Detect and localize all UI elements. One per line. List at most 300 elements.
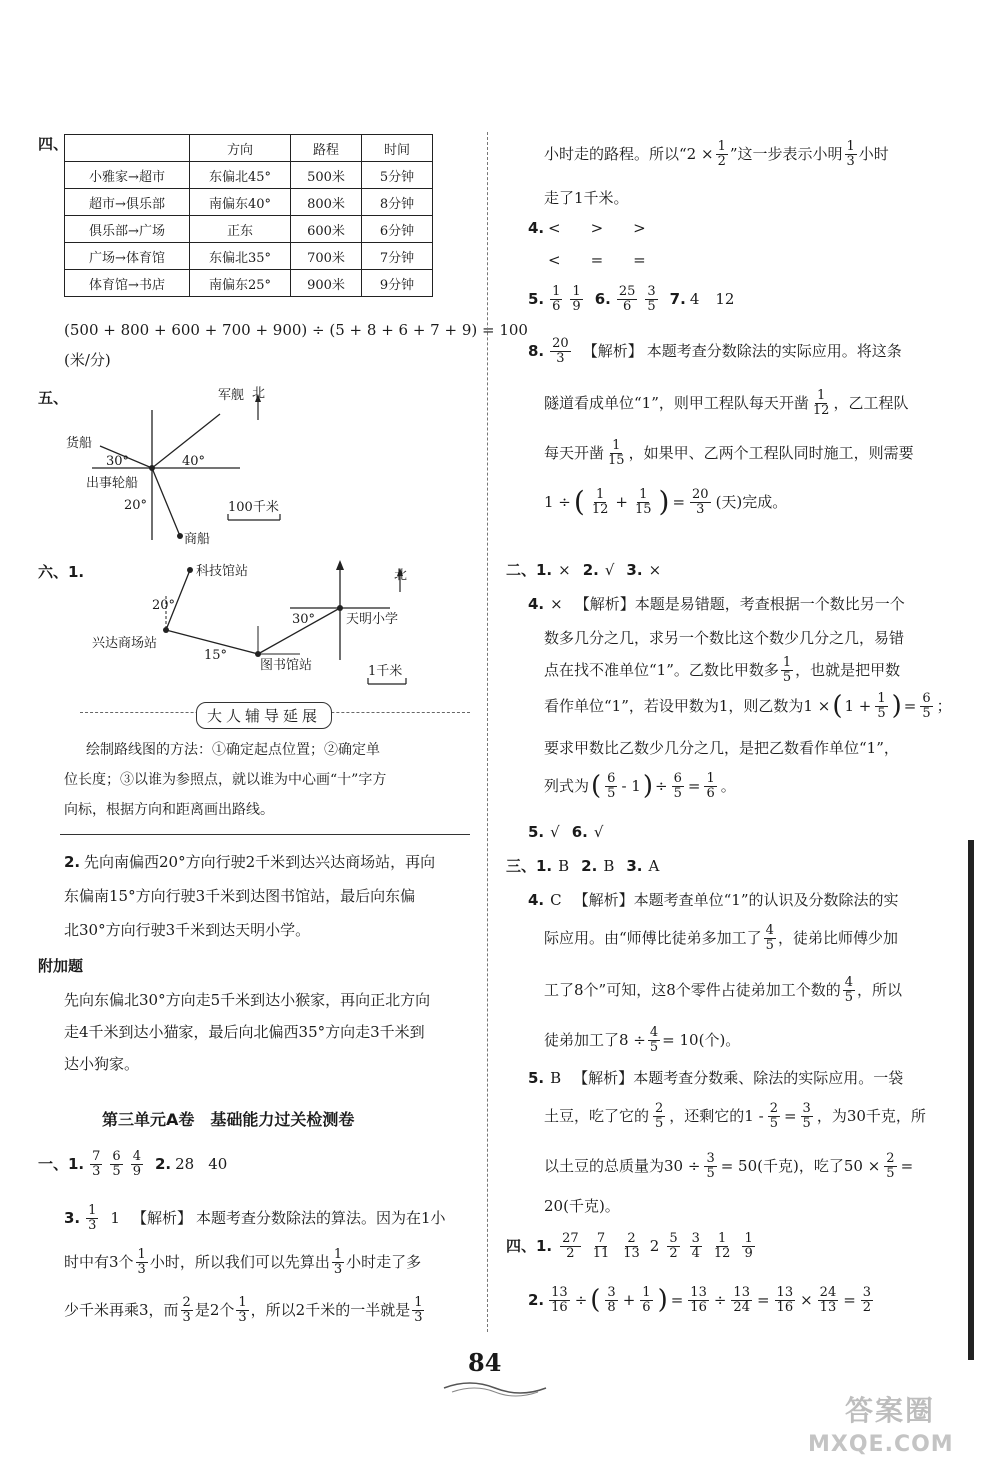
right-line xyxy=(544,766,736,806)
question-number: 5. xyxy=(528,823,545,841)
right-line xyxy=(544,1020,740,1060)
numerator: 2 xyxy=(886,1150,895,1166)
denominator: 5 xyxy=(673,785,682,801)
analysis-text: 走了1千米。 xyxy=(544,189,629,207)
answer-value: 28 xyxy=(175,1155,195,1173)
fraction xyxy=(884,1152,896,1181)
answer-value: B xyxy=(558,857,570,875)
answer-value: √ xyxy=(604,561,615,579)
right-s3q5-row xyxy=(528,1068,903,1088)
table-cell: 700米 xyxy=(291,243,362,270)
numerator: 4 xyxy=(844,974,854,990)
box-text: 绘制路线图的方法：①确定起点位置；②确定单 xyxy=(86,742,380,758)
numerator: 4 xyxy=(765,922,774,938)
analysis-text: ，徒弟比师傅少加 xyxy=(777,929,898,947)
table-header-cell: 方向 xyxy=(190,135,291,162)
unit-q1-row xyxy=(38,1146,227,1182)
right-line xyxy=(544,1096,926,1136)
analysis-text: ，乙工程队 xyxy=(833,394,909,412)
north-label: 北 xyxy=(394,568,408,583)
expression-text: - 1 xyxy=(621,777,641,795)
numerator: 1 xyxy=(238,1294,247,1310)
denominator: 3 xyxy=(88,1217,97,1233)
accident-ship-point xyxy=(149,465,155,471)
numerator: 25 xyxy=(618,283,636,299)
denominator: 11 xyxy=(592,1245,610,1261)
denominator: 6 xyxy=(552,298,561,314)
fraction xyxy=(704,1152,716,1181)
museum-point xyxy=(187,567,193,573)
numerator: 13 xyxy=(690,1284,707,1300)
expression-text: = xyxy=(672,493,686,511)
fraction xyxy=(550,337,571,366)
section-4-label: 四、 xyxy=(38,135,69,153)
question-number: 3. xyxy=(64,1209,81,1227)
question-number: 8. xyxy=(528,342,545,360)
denominator: 13 xyxy=(623,1245,640,1261)
numerator: 3 xyxy=(862,1284,872,1300)
table-cell: 500米 xyxy=(291,162,362,189)
table-header-cell: 路程 xyxy=(291,135,362,162)
fraction xyxy=(742,1232,754,1261)
denominator: 5 xyxy=(765,937,774,953)
question-number: 2. xyxy=(528,1291,545,1309)
unit-title: 第三单元A卷 基础能力过关检测卷 xyxy=(102,1110,355,1129)
denominator: 3 xyxy=(333,1261,343,1277)
table-header-row xyxy=(65,135,433,162)
analysis-text: ，为30千克，所 xyxy=(816,1107,926,1125)
unit-q3-line xyxy=(64,1292,426,1328)
fraction xyxy=(590,488,611,517)
answer-value: < = = xyxy=(548,251,646,269)
answer-value: < > > xyxy=(548,219,646,237)
denominator: 3 xyxy=(182,1309,191,1325)
fraction xyxy=(690,488,711,517)
analysis-text: 小时走了多 xyxy=(346,1253,422,1271)
analysis-text: 以土豆的总质量为30 ÷ xyxy=(544,1157,701,1175)
denominator: 3 xyxy=(137,1261,146,1277)
analysis-text: 本题考查分数除法的算法。因为在1小 xyxy=(195,1209,446,1227)
box-bottom-border xyxy=(60,834,470,835)
right-s4-row xyxy=(506,1226,757,1266)
fraction xyxy=(712,1232,733,1261)
denominator: 4 xyxy=(691,1245,700,1261)
table-row xyxy=(65,216,433,243)
section-6-label: 六、1. xyxy=(38,563,85,581)
denominator: 2 xyxy=(566,1245,575,1261)
question-number: 3. xyxy=(626,857,643,875)
right-line xyxy=(544,650,900,690)
numerator: 13 xyxy=(551,1284,568,1300)
numerator: 27 xyxy=(562,1230,579,1246)
right-line xyxy=(544,482,787,522)
denominator: 5 xyxy=(782,669,792,685)
table-cell: 体育馆→书店 xyxy=(65,270,190,297)
page-number-ornament xyxy=(440,1378,550,1398)
analysis-text: 隧道看成单位“1”，则甲工程队每天开凿 xyxy=(544,394,809,412)
right-q5-row xyxy=(528,280,734,318)
scale-label: 100千米 xyxy=(228,500,279,515)
numerator: 7 xyxy=(92,1148,101,1164)
analysis-tag: 【解析】 xyxy=(573,891,634,909)
analysis-text: 看作单位“1”，若设甲数为1，则乙数为1 × xyxy=(544,697,831,715)
table-cell: 5分钟 xyxy=(362,162,433,189)
expression-text: ； xyxy=(936,697,952,715)
extra-question-title: 附加题 xyxy=(38,957,84,975)
fraction xyxy=(617,285,638,314)
denominator: 9 xyxy=(132,1163,141,1179)
analysis-tag: 【解析】 xyxy=(573,1069,634,1087)
table-cell: 广场→体育馆 xyxy=(65,243,190,270)
analysis-text: 20(千克)。 xyxy=(544,1197,620,1215)
denominator: 5 xyxy=(706,1165,715,1181)
fraction xyxy=(845,140,857,169)
numerator: 1 xyxy=(706,770,715,786)
table-cell: 正东 xyxy=(190,216,291,243)
denominator: 6 xyxy=(622,298,632,314)
right-line xyxy=(544,970,902,1010)
analysis-text: 际应用。由“师傅比徒弟多加工了 xyxy=(544,929,762,947)
fraction xyxy=(653,1102,665,1131)
merchant-ship-label: 商船 xyxy=(184,532,211,547)
answer-value: 1 xyxy=(110,1209,120,1227)
unit-q3-row xyxy=(64,1200,446,1236)
fraction xyxy=(801,1102,813,1131)
paren-right: ) xyxy=(658,485,670,518)
denominator: 16 xyxy=(776,1299,794,1315)
question-number: 一、1. xyxy=(38,1155,85,1173)
answer-text: 北30°方向行驶3千米到达天明小学。 xyxy=(64,921,311,939)
expression-text: = xyxy=(687,777,701,795)
numerator: 1 xyxy=(137,1246,146,1262)
answer-value: 4 xyxy=(689,290,700,308)
numerator: 1 xyxy=(817,387,826,403)
right-s4q2-row xyxy=(528,1280,875,1320)
numerator: 1 xyxy=(639,486,648,502)
operator: × xyxy=(800,1291,813,1309)
operator: = xyxy=(756,1291,770,1309)
numerator: 1 xyxy=(414,1294,423,1310)
numerator: 4 xyxy=(132,1148,141,1164)
scale-label: 1千米 xyxy=(368,664,403,679)
analysis-text: 点在找不准单位“1”。乙数比甲数多 xyxy=(544,661,779,679)
table-row xyxy=(65,243,433,270)
fraction xyxy=(131,1150,143,1179)
fraction xyxy=(920,692,932,721)
numerator: 1 xyxy=(552,283,561,299)
denominator: 13 xyxy=(819,1299,837,1315)
angle-label: 30° xyxy=(106,454,130,469)
analysis-text: ，所以2千米的一半就是 xyxy=(250,1301,411,1319)
fraction xyxy=(110,1150,122,1179)
numerator: 1 xyxy=(782,654,792,670)
question-number: 2. xyxy=(582,561,599,579)
table-header-cell xyxy=(65,135,190,162)
table-row xyxy=(65,189,433,216)
fraction xyxy=(843,976,855,1005)
fraction xyxy=(688,1286,709,1315)
numerator: 1 xyxy=(642,1284,651,1300)
fraction xyxy=(86,1204,98,1233)
expression-text: 1 ÷ xyxy=(544,493,571,511)
fraction xyxy=(332,1248,344,1277)
answer-text: 东偏南15°方向行驶3千米到达图书馆站，最后向东偏 xyxy=(64,887,416,905)
page-edge-bar xyxy=(968,840,974,1360)
denominator: 5 xyxy=(877,705,886,721)
answer-value: 40 xyxy=(208,1155,228,1173)
analysis-text: ”这一步表示小明 xyxy=(729,145,843,163)
analysis-text: 要求甲数比乙数少几分之几，是把乙数看作单位“1”， xyxy=(544,739,899,757)
denominator: 3 xyxy=(846,153,855,169)
denominator: 2 xyxy=(717,153,726,169)
answer-value: × xyxy=(558,561,571,579)
question-number: 二、1. xyxy=(506,561,553,579)
table-cell: 9分钟 xyxy=(362,270,433,297)
table-cell: 8分钟 xyxy=(362,189,433,216)
analysis-text: 小时 xyxy=(858,145,889,163)
fraction xyxy=(781,656,793,685)
right-line xyxy=(544,384,908,422)
numerator: 6 xyxy=(607,770,616,786)
mall-label: 兴达商场站 xyxy=(92,636,158,651)
expression-text: 。 xyxy=(720,777,736,795)
fraction xyxy=(667,1232,679,1261)
angle-label: 30° xyxy=(292,612,316,627)
operator: + xyxy=(615,493,628,511)
denominator: 5 xyxy=(769,1115,778,1131)
answer-text: 先向东偏北30°方向走5千米到达小猴家，再向正北方向 xyxy=(64,991,431,1009)
angle-label: 15° xyxy=(204,648,228,663)
denominator: 12 xyxy=(812,402,830,418)
watermark-text: MXQE.COM xyxy=(808,1432,954,1457)
question-number: 2. xyxy=(154,1155,172,1173)
analysis-text: 列式为 xyxy=(544,777,590,795)
answer-value: √ xyxy=(593,823,604,841)
question-number: 3. xyxy=(626,561,643,579)
operator: ÷ xyxy=(574,1291,588,1309)
denominator: 2 xyxy=(862,1299,872,1315)
question-number: 三、1. xyxy=(506,857,553,875)
fraction xyxy=(648,1026,660,1055)
museum-label: 科技馆站 xyxy=(196,564,249,579)
answer-value: 12 xyxy=(715,290,735,308)
analysis-text: 小时走的路程。所以“2 × xyxy=(544,145,714,163)
merchant-ship-point xyxy=(177,533,183,539)
numerator: 20 xyxy=(692,486,709,502)
analysis-text: ，如果甲、乙两个工程队同时施工，则需要 xyxy=(628,444,914,462)
denominator: 3 xyxy=(414,1309,423,1325)
right-line xyxy=(544,918,898,958)
box-title: 大人辅导延展 xyxy=(196,702,332,729)
numerator: 3 xyxy=(607,1284,616,1300)
numerator: 5 xyxy=(669,1230,678,1246)
numerator: 13 xyxy=(733,1284,750,1300)
right-line xyxy=(544,434,914,472)
denominator: 3 xyxy=(92,1163,101,1179)
analysis-text: ，所以 xyxy=(857,981,903,999)
question-number: 5. xyxy=(528,290,545,308)
numerator: 2 xyxy=(627,1230,636,1246)
numerator: 1 xyxy=(744,1230,753,1246)
numerator: 6 xyxy=(673,770,682,786)
ship-route-diagram xyxy=(60,380,300,560)
analysis-tag: 【解析】 xyxy=(131,1209,192,1227)
answer-value: B xyxy=(550,1069,562,1087)
fraction xyxy=(731,1286,752,1315)
expression-text: = xyxy=(903,697,917,715)
right-q8-row xyxy=(528,332,902,370)
column-divider xyxy=(487,132,488,1332)
table-cell: 小雅家→超市 xyxy=(65,162,190,189)
operator: + xyxy=(622,1291,636,1309)
fraction xyxy=(621,1232,642,1261)
fraction xyxy=(605,1286,617,1315)
table-header-cell: 时间 xyxy=(362,135,433,162)
question-number: 四、1. xyxy=(506,1237,553,1255)
paren-left: ( xyxy=(590,1285,601,1315)
numerator: 1 xyxy=(572,283,581,299)
denominator: 12 xyxy=(591,501,609,517)
denominator: 5 xyxy=(112,1163,121,1179)
denominator: 2 xyxy=(669,1245,678,1261)
analysis-text: 本题考查单位“1”的认识及分数除法的实 xyxy=(633,891,899,909)
table-cell: 900米 xyxy=(291,270,362,297)
fraction xyxy=(672,772,684,801)
denominator: 16 xyxy=(551,1299,568,1315)
numerator: 6 xyxy=(112,1148,121,1164)
fraction xyxy=(236,1296,248,1325)
numerator: 1 xyxy=(846,138,855,154)
merchant-route xyxy=(152,468,180,536)
denominator: 5 xyxy=(844,989,854,1005)
fraction xyxy=(716,140,728,169)
expression-text: 1 + xyxy=(844,697,872,715)
analysis-text: 本题考查分数除法的实际应用。将这条 xyxy=(646,342,902,360)
numerator: 1 xyxy=(877,690,886,706)
table-cell: 7分钟 xyxy=(362,243,433,270)
numerator: 20 xyxy=(552,335,569,351)
operator: = xyxy=(670,1291,684,1309)
denominator: 5 xyxy=(647,298,656,314)
fraction xyxy=(591,1232,612,1261)
question-number: 5. xyxy=(528,1069,545,1087)
answer-text: 达小狗家。 xyxy=(64,1055,140,1073)
analysis-text: ，也就是把甲数 xyxy=(795,661,901,679)
operator: = xyxy=(843,1291,856,1309)
numerator: 3 xyxy=(691,1230,700,1246)
fraction xyxy=(818,1286,839,1315)
school-label: 天明小学 xyxy=(346,612,399,627)
numerator: 2 xyxy=(769,1100,778,1116)
mall-point xyxy=(163,627,169,633)
box-text: 向标，根据方向和距离画出路线。 xyxy=(64,802,274,818)
denominator: 5 xyxy=(922,705,931,721)
question-number: 7. xyxy=(669,290,686,308)
paren-right: ) xyxy=(657,1285,668,1315)
fraction xyxy=(181,1296,193,1325)
unit-q3-line xyxy=(64,1244,421,1280)
accident-ship-label: 出事轮船 xyxy=(86,476,139,491)
answer-value: A xyxy=(648,857,660,875)
table-cell: 东偏北35° xyxy=(190,243,291,270)
question-number: 2. xyxy=(64,853,81,871)
denominator: 5 xyxy=(886,1165,895,1181)
table-cell: 6分钟 xyxy=(362,216,433,243)
numerator: 3 xyxy=(802,1100,811,1116)
analysis-tag: 【解析】 xyxy=(574,595,635,613)
angle-label: 40° xyxy=(182,454,206,469)
fraction xyxy=(875,692,887,721)
denominator: 15 xyxy=(634,501,652,517)
cargo-ship-label: 货船 xyxy=(66,436,93,451)
denominator: 6 xyxy=(642,1299,651,1315)
numerator: 1 xyxy=(333,1246,343,1262)
numerator: 1 xyxy=(612,437,621,453)
denominator: 5 xyxy=(649,1039,659,1055)
angle-label: 20° xyxy=(124,498,148,513)
numerator: 2 xyxy=(182,1294,191,1310)
fraction xyxy=(550,285,562,314)
analysis-text: = 10(个)。 xyxy=(662,1031,741,1049)
page-number: 84 xyxy=(468,1348,502,1377)
fraction xyxy=(861,1286,873,1315)
average-speed-unit: (米/分) xyxy=(64,351,111,369)
fraction xyxy=(605,772,617,801)
answer-text: 先向南偏西20°方向行驶2千米到达兴达商场站，再向 xyxy=(84,853,436,871)
paren-left: ( xyxy=(591,771,602,801)
library-label: 图书馆站 xyxy=(260,658,313,673)
right-line xyxy=(544,1146,913,1186)
paren-left: ( xyxy=(832,691,843,721)
table-cell: 东偏北45° xyxy=(190,162,291,189)
fraction xyxy=(412,1296,424,1325)
question-number: 6. xyxy=(594,290,611,308)
arrow-icon xyxy=(336,560,344,570)
analysis-text: = xyxy=(900,1157,914,1175)
analysis-text: 是2个 xyxy=(194,1301,235,1319)
fraction xyxy=(645,285,657,314)
answer-value: C xyxy=(550,891,562,909)
question-number: 4. xyxy=(528,219,545,237)
denominator: 16 xyxy=(690,1299,707,1315)
denominator: 5 xyxy=(655,1115,664,1131)
question-number: 2. xyxy=(581,857,598,875)
right-line xyxy=(544,136,889,172)
numerator: 3 xyxy=(706,1150,715,1166)
table-cell: 800米 xyxy=(291,189,362,216)
fraction xyxy=(560,1232,581,1261)
analysis-text: ，还剩它的1 - xyxy=(669,1107,764,1125)
north-label: 北 xyxy=(252,386,266,401)
analysis-text: = 50(千克)，吃了50 × xyxy=(720,1157,881,1175)
expression-text: (天)完成。 xyxy=(715,493,788,511)
average-speed-formula: (500 + 800 + 600 + 700 + 900) ÷ (5 + 8 + 6 + 7 + 9) = 100 xyxy=(64,321,528,339)
denominator: 5 xyxy=(607,785,616,801)
route-table xyxy=(64,134,433,297)
analysis-text: 每天开凿 xyxy=(544,444,605,462)
table-row xyxy=(65,270,433,297)
paren-left: ( xyxy=(573,485,585,518)
numerator: 6 xyxy=(922,690,931,706)
denominator: 3 xyxy=(238,1309,247,1325)
analysis-text: 本题考查分数乘、除法的实际应用。一袋 xyxy=(633,1069,904,1087)
answer-value: × xyxy=(648,561,662,579)
table-cell: 俱乐部→广场 xyxy=(65,216,190,243)
table-cell: 南偏东25° xyxy=(190,270,291,297)
denominator: 15 xyxy=(608,452,625,468)
numerator: 13 xyxy=(776,1284,794,1300)
fraction xyxy=(811,389,832,418)
